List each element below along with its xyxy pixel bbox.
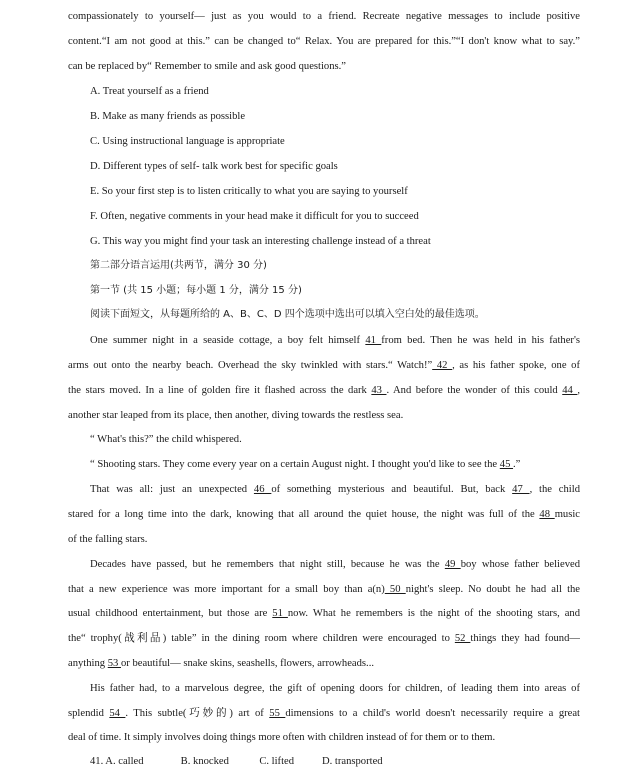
option-g: G. This way you might find your task an interesting challenge instead of a threat	[90, 236, 431, 247]
choice-d: D. transported	[321, 756, 383, 767]
blank-46: 46	[253, 484, 272, 495]
instruction: 阅读下面短文，从每题所给的 A、B、C、D 四个选项中选出可以填入空白处的最佳选项。	[90, 309, 485, 320]
cloze-line: “ What's this?” the child whispered.	[90, 434, 242, 445]
cloze-line: that a new experience was more important for a small boy than a(n) 50 night's sleep. No doubt he had all the	[68, 584, 580, 595]
choice-c: C. lifted	[259, 756, 295, 767]
cloze-line: arms out onto the nearby beach. Overhead the sky twinkled with stars.“ Watch!” 42 , as his father spoke, one of	[68, 360, 580, 371]
subsection-title: 第一节 (共 15 小题；每小题 1 分，满分 15 分)	[90, 285, 302, 296]
option-d: D. Different types of self- talk work best for specific goals	[90, 161, 338, 172]
cloze-line: the“ trophy(战利品) table” in the dining room where children were encouraged to 52 things they had found—	[68, 633, 580, 644]
cloze-line: stared for a long time into the dark, knowing that all around the quiet house, the night was full of the 48 music	[68, 509, 580, 520]
blank-48: 48	[539, 509, 555, 520]
cloze-line: anything 53 or beautiful— snake skins, seashells, flowers, arrowheads...	[68, 658, 374, 669]
passage-line: content.“I am not good at this.” can be changed to“ Relax. You are prepared for this.”“I don't know what to say.”	[68, 36, 580, 47]
blank-54: 54	[109, 708, 126, 719]
cloze-line: His father had, to a marvelous degree, the gift of opening doors for children, of leading them into areas of	[90, 683, 580, 694]
passage-line: can be replaced by“ Remember to smile and ask good questions.”	[68, 61, 346, 72]
cloze-line: of the falling stars.	[68, 534, 148, 545]
cloze-line: “ Shooting stars. They come every year on a certain August night. I thought you'd like to see the 45 .”	[90, 459, 521, 470]
cloze-line: One summer night in a seaside cottage, a boy felt himself 41 from bed. Then he was held in his father's	[90, 335, 580, 346]
blank-55: 55	[269, 708, 286, 719]
cloze-line: splendid 54 . This subtle(巧妙的) art of 55 dimensions to a child's world doesn't necessarily require a great	[68, 708, 580, 719]
cloze-line: deal of time. It simply involves doing things more often with children instead of for them or to them.	[68, 732, 496, 743]
passage-line: compassionately to yourself— just as you would to a friend. Recreate negative messages to include positive	[68, 11, 580, 22]
cloze-line: the stars moved. In a line of golden fire it flashed across the dark 43 . And before the wonder of this could 44 ,	[68, 385, 580, 396]
blank-42: 42	[432, 360, 453, 371]
answer-choices-41	[90, 755, 490, 769]
blank-44: 44	[562, 385, 578, 396]
option-e: E. So your first step is to listen critically to what you are saying to yourself	[90, 186, 408, 197]
blank-43: 43	[371, 385, 387, 396]
cloze-line: That was all: just an unexpected 46 of something mysterious and beautiful. But, back 47 , the child	[90, 484, 580, 495]
blank-51: 51	[272, 608, 288, 619]
choice-a: 41. A. called	[90, 756, 144, 767]
blank-41: 41	[365, 335, 382, 346]
option-a: A. Treat yourself as a friend	[90, 86, 209, 97]
section-title: 第二部分语言运用(共两节，满分 30 分)	[90, 260, 267, 271]
blank-53: 53	[107, 658, 121, 669]
blank-45: 45	[499, 459, 514, 470]
blank-49: 49	[444, 559, 461, 570]
cloze-line: usual childhood entertainment, but those are 51 now. What he remembers is the night of the shooting stars, and	[68, 608, 580, 619]
blank-50: 50	[384, 584, 406, 595]
choice-b: B. knocked	[180, 756, 229, 767]
blank-47: 47	[512, 484, 530, 495]
blank-52: 52	[454, 633, 471, 644]
cloze-line: another star leaped from its place, then another, diving towards the restless sea.	[68, 410, 404, 421]
option-b: B. Make as many friends as possible	[90, 111, 246, 122]
cloze-line: Decades have passed, but he remembers that night still, because he was the 49 boy whose father believed	[90, 559, 580, 570]
option-f: F. Often, negative comments in your head make it difficult for you to succeed	[90, 211, 419, 222]
option-c: C. Using instructional language is appropriate	[90, 136, 285, 147]
